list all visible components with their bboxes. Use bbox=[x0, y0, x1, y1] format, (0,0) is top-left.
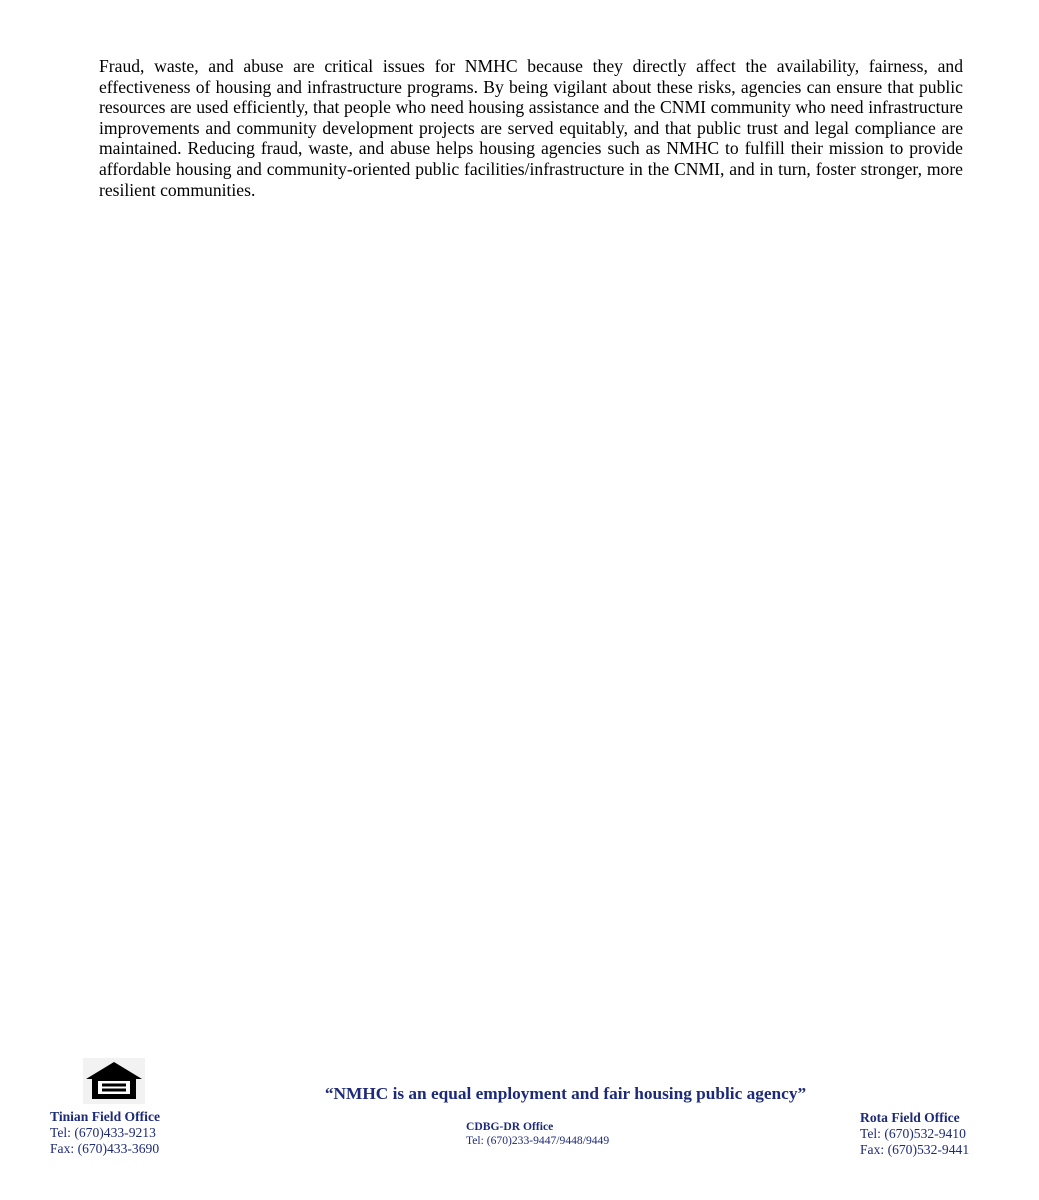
agency-slogan: “NMHC is an equal employment and fair housing public agency” bbox=[324, 1084, 807, 1103]
office-name: CDBG-DR Office bbox=[466, 1120, 554, 1133]
office-tel: Tel: (670)233-9447/9448/9449 bbox=[466, 1134, 610, 1147]
rota-field-office bbox=[860, 1110, 969, 1158]
office-fax: Fax: (670)433-3690 bbox=[50, 1141, 160, 1156]
tinian-field-office bbox=[50, 1109, 160, 1157]
office-tel: Tel: (670)532-9410 bbox=[860, 1126, 966, 1141]
body-paragraph: Fraud, waste, and abuse are critical issues for NMHC because they directly affect the availability, fairness, and effectiveness of housing and infrastructure programs. By being vigilant about these risks, agencies can ensure that public resources are used efficiently, that people who need housing assistance and the CNMI community who need infrastructure improvements and community development projects are served equitably, and that public trust and legal compliance are maintained. Reducing fraud, waste, and abuse helps housing agencies such as NMHC to fulfill their mission to provide affordable housing and community-oriented public facilities/infrastructure in the CNMI, and in turn, foster stronger, more resilient communities. bbox=[99, 56, 963, 200]
office-name: Rota Field Office bbox=[860, 1110, 960, 1125]
office-name: Tinian Field Office bbox=[50, 1109, 161, 1124]
cdbg-dr-office bbox=[466, 1120, 609, 1148]
office-tel: Tel: (670)433-9213 bbox=[50, 1125, 156, 1140]
office-fax: Fax: (670)532-9441 bbox=[860, 1142, 970, 1157]
